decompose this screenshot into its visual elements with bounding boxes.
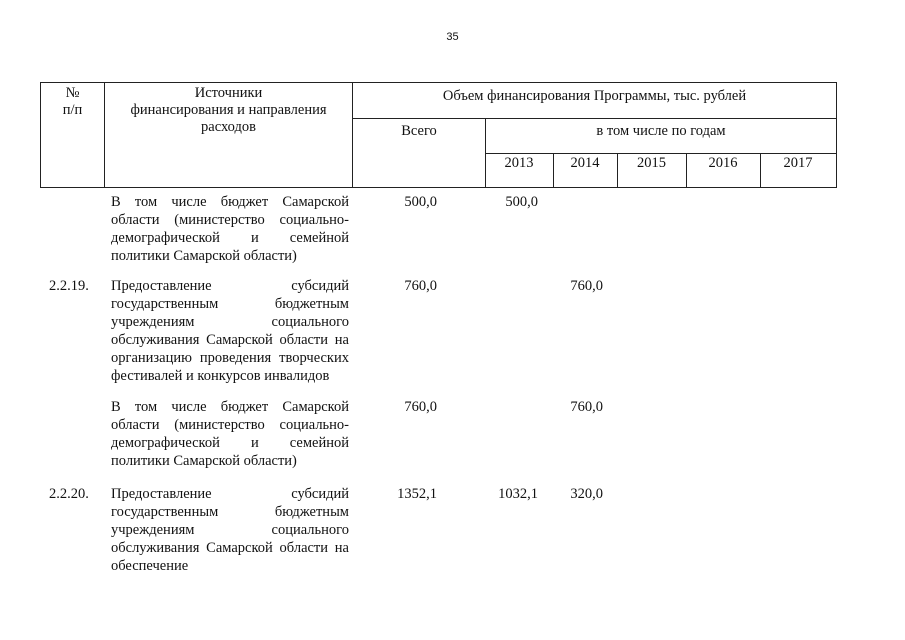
year-2016: 2016 — [708, 155, 738, 171]
table-header — [0, 0, 905, 200]
row-2014: 320,0 — [570, 486, 603, 502]
row-sep-volume — [352, 118, 837, 119]
row-description: В том числе бюджет Самарской области (министерство социально-демографической и семейной политики Самарской области) — [111, 399, 349, 469]
year-2015: 2015 — [637, 155, 666, 171]
year-2013: 2013 — [504, 155, 534, 171]
header-right-border — [836, 82, 837, 188]
year-2014: 2014 — [570, 155, 600, 171]
row-total: 760,0 — [404, 278, 437, 294]
row-description: Предоставление субсидий государственным бюджетным учреждениям социального обслуживания Самарской области на организацию проведения творческих фестивалей и конкурсов инвалидов — [111, 278, 349, 384]
year-2017: 2017 — [783, 155, 813, 171]
row-2013: 500,0 — [505, 194, 538, 210]
row-2014: 760,0 — [570, 399, 603, 415]
page-number: 35 — [446, 31, 459, 43]
row-sep-years — [485, 153, 837, 154]
header-years: в том числе по годам — [596, 123, 726, 139]
header-source: Источники финансирования и направления расходов — [130, 85, 327, 135]
row-total: 760,0 — [404, 399, 437, 415]
row-total: 1352,1 — [397, 486, 437, 502]
row-number: 2.2.19. — [49, 278, 89, 294]
header-bottom-border — [40, 187, 837, 188]
header-top-border — [40, 82, 837, 83]
row-description: Предоставление субсидий государственным бюджетным учреждениям социального обслуживания Самарской области на обеспечение — [111, 486, 349, 574]
row-2014: 760,0 — [570, 278, 603, 294]
row-2013: 1032,1 — [498, 486, 538, 502]
header-volume: Объем финансирования Программы, тыс. рублей — [442, 88, 747, 104]
header-num: № п/п — [62, 85, 83, 118]
header-total: Всего — [401, 123, 437, 139]
row-description: В том числе бюджет Самарской области (министерство социально-демографической и семейной политики Самарской области) — [111, 194, 349, 264]
row-total: 500,0 — [404, 194, 437, 210]
row-number: 2.2.20. — [49, 486, 89, 502]
